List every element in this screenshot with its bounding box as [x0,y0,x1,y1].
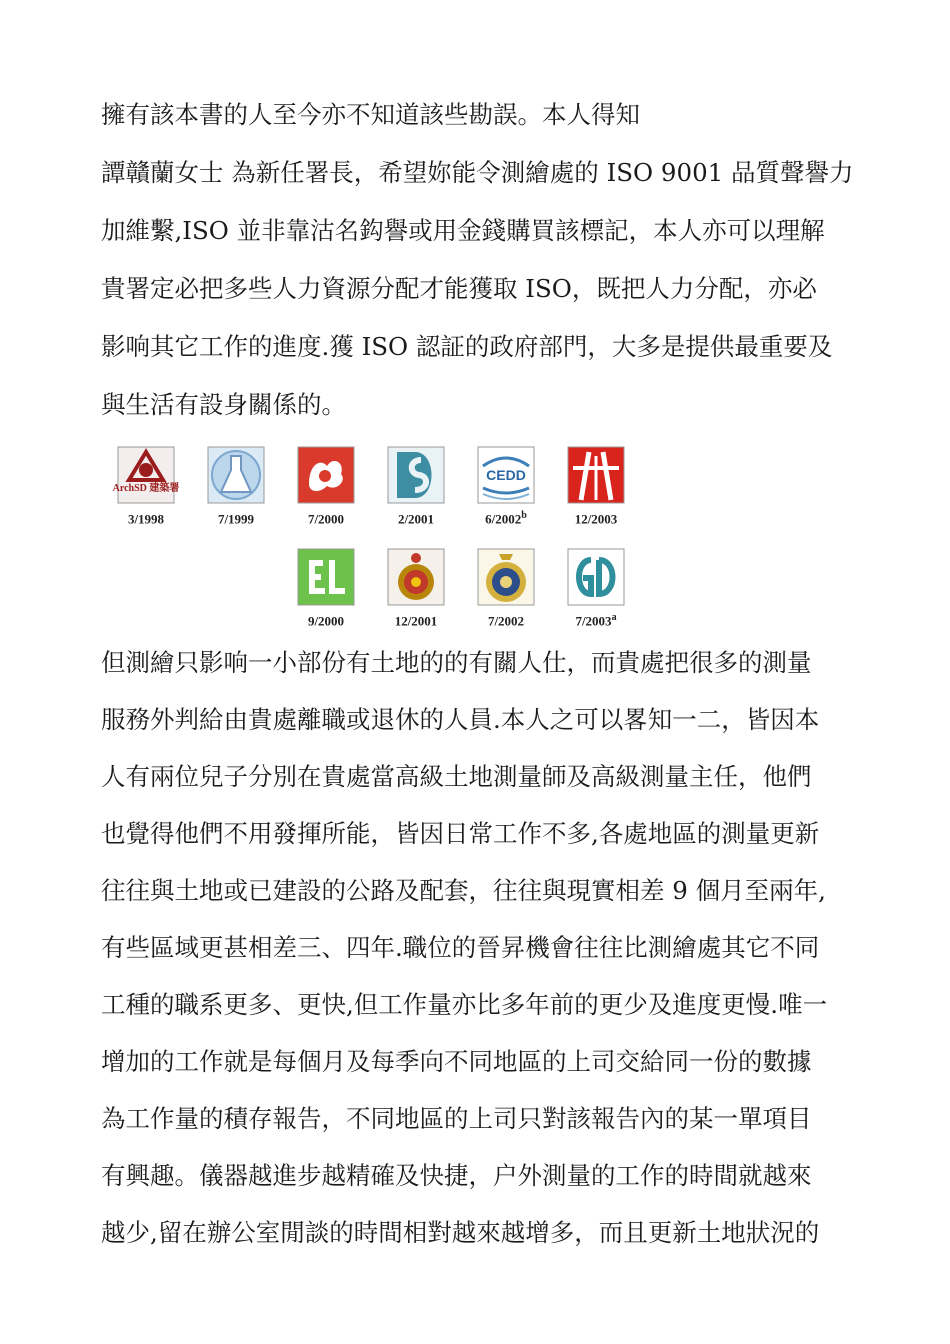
fire-services-badge [371,540,461,640]
logo-date [551,612,641,629]
logo-date [461,510,551,527]
text-line: 與生活有設身關係的。 [101,390,346,419]
logo-date [461,612,551,629]
logo-date-text: 2/2001 [397,511,435,527]
logo-date-text: 12/2001 [394,613,438,629]
text-line: 工種的職系更多、更快,但工作量亦比多年前的更少及進度更慢.唯一 [101,990,828,1019]
logo-date [281,510,371,527]
archsd-logo-text: ArchSD 建築署 [112,483,180,494]
gld-logo [551,540,641,640]
logo-note-marker: a [611,612,617,623]
text-line: 人有兩位兒子分別在貴處當高級土地測量師及高級測量主任，他們 [101,762,812,791]
highways-logo-icon [567,446,625,504]
text-line: 有興趣。儀器越進步越精確及快捷，户外測量的工作的時間就越來 [101,1161,812,1190]
logo-date [281,612,371,629]
red-emblem-logo [281,438,371,538]
text-line: 譚贛蘭女士 為新任署長，希望妳能令測繪處的 ISO 9001 品質聲譽力 [101,158,854,187]
highways-logo [551,438,641,538]
text-line: 但測繪只影响一小部份有土地的的有關人仕，而貴處把很多的測量 [101,648,812,677]
correctional-services-badge [461,540,551,640]
text-line: 加維繫,ISO 並非靠沽名鈎譽或用金錢購買該標記，本人亦可以理解 [101,216,825,245]
gld-logo-icon [567,548,625,606]
ds-logo [371,438,461,538]
flask-logo-icon [207,446,265,504]
archsd-logo-icon [112,446,180,504]
logo-date-text: 7/2002 [487,613,525,629]
correctional-services-badge-icon [477,548,535,606]
text-line: 服務外判給由貴處離職或退休的人員.本人之可以畧知一二，皆因本 [101,705,820,734]
iso-department-logos-figure [101,438,666,638]
logo-date [191,510,281,527]
logo-date-text: 6/2002 [485,511,522,527]
cedd-logo [461,438,551,538]
logo-date-text: 12/2003 [574,511,618,527]
text-line: 往往與土地或已建設的公路及配套，往往與現實相差 9 個月至兩年, [101,876,826,905]
logo-date-text: 3/1998 [127,511,165,527]
logo-date-text: 7/2000 [307,511,345,527]
logo-date-text: 7/1999 [217,511,255,527]
cedd-logo-icon [477,446,535,504]
epd-logo-icon [297,548,355,606]
logo-date-text: 7/2003 [575,613,612,629]
logo-date [551,510,641,527]
text-line: 貴署定必把多些人力資源分配才能獲取 ISO，既把人力分配，亦必 [101,274,817,303]
text-line: 越少,留在辦公室閒談的時間相對越來越增多，而且更新土地狀況的 [101,1218,820,1247]
epd-logo [281,540,371,640]
text-line: 擁有該本書的人至今亦不知道該些勘誤。本人得知 [101,100,640,129]
logo-note-marker: b [521,510,527,521]
logo-date [371,612,461,629]
text-line: 影响其它工作的進度.獲 ISO 認証的政府部門，大多是提供最重要及 [101,332,833,361]
red-emblem-logo-icon [297,446,355,504]
logo-date [371,510,461,527]
fire-services-badge-icon [387,548,445,606]
logo-date [101,510,191,527]
ds-logo-icon [387,446,445,504]
logo-date-text: 9/2000 [307,613,345,629]
archsd-logo [101,438,191,538]
cedd-logo-text: CEDD [486,467,526,483]
text-line: 也覺得他們不用發揮所能，皆因日常工作不多,各處地區的測量更新 [101,819,820,848]
flask-logo [191,438,281,538]
text-line: 增加的工作就是每個月及每季向不同地區的上司交給同一份的數據 [101,1047,812,1076]
text-line: 為工作量的積存報告，不同地區的上司只對該報告內的某一單項目 [101,1104,812,1133]
text-line: 有些區域更甚相差三、四年.職位的晉昇機會往往比測繪處其它不同 [101,933,820,962]
